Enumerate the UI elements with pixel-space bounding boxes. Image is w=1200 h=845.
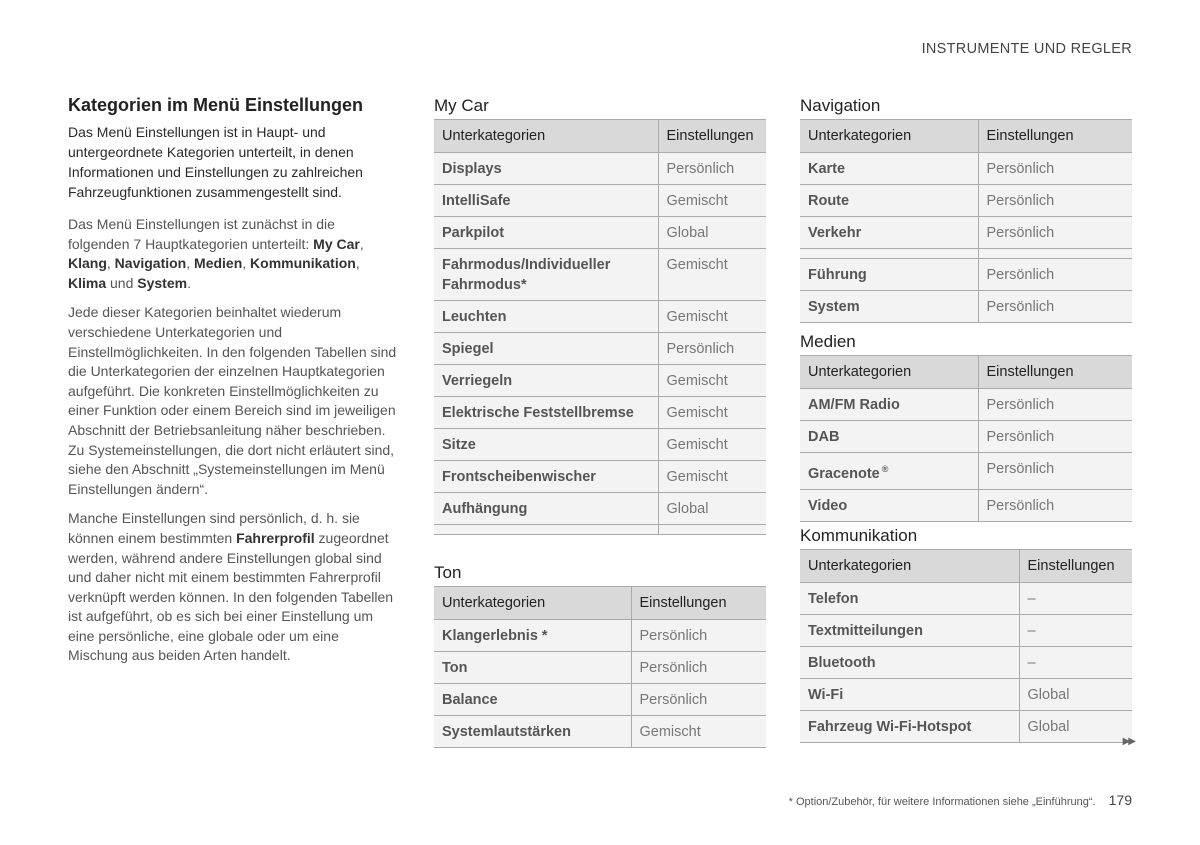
table-row	[800, 489, 1132, 521]
setting-cell: Persönlich	[978, 389, 1132, 421]
setting-cell: Global	[658, 493, 766, 525]
table-row	[434, 652, 766, 684]
subcategory-cell: Wi-Fi	[800, 679, 1019, 711]
subcategory-cell: Karte	[800, 153, 978, 185]
setting-cell: Gemischt	[658, 461, 766, 493]
setting-cell: Gemischt	[658, 429, 766, 461]
column-header-subcategory: Unterkategorien	[800, 120, 978, 153]
subcategory-cell: System	[800, 291, 978, 323]
table-row	[434, 620, 766, 652]
categories-paragraph: Das Menü Einstellungen ist zunächst in die folgenden 7 Hauptkategorien unterteilt: My Car, Klang, Navigation, Medien, Kommunikation, Klima und System.	[68, 216, 364, 291]
table-row	[434, 493, 766, 525]
subcategory-cell: Textmitteilungen	[800, 615, 1019, 647]
setting-cell: Persönlich	[978, 185, 1132, 217]
column-header-setting: Einstellungen	[631, 587, 766, 620]
continue-arrow-icon: ▶▶	[1122, 736, 1134, 747]
category-mycar: My Car	[313, 235, 360, 252]
subcategory-cell: Gracenote ®	[800, 453, 978, 490]
page-footer	[789, 792, 1132, 808]
setting-cell: Global	[658, 217, 766, 249]
subcategory-cell: Displays	[434, 153, 658, 185]
table-row	[800, 185, 1132, 217]
subcategory-cell: Ton	[434, 652, 631, 684]
column-header-setting: Einstellungen	[978, 120, 1132, 153]
kommunikation-table-title: Kommunikation	[800, 526, 918, 545]
subcategory-cell: Fahrzeug Wi-Fi-Hotspot	[800, 711, 1019, 743]
subcategory-cell: Leuchten	[434, 301, 658, 333]
setting-cell: Global	[1019, 679, 1132, 711]
subcategory-cell: Parkpilot	[434, 217, 658, 249]
setting-cell: Gemischt	[658, 301, 766, 333]
subcategory-cell: Systemlautstärken	[434, 716, 631, 748]
subcategory-cell: Frontscheibenwischer	[434, 461, 658, 493]
subcategory-cell: DAB	[800, 421, 978, 453]
table-row	[800, 679, 1132, 711]
subcategory-cell: Bluetooth	[800, 647, 1019, 679]
spacer-row	[434, 525, 766, 535]
subcategory-cell: Verriegeln	[434, 365, 658, 397]
subcategory-cell: Verkehr	[800, 217, 978, 249]
setting-cell: Persönlich	[978, 217, 1132, 249]
subcategory-cell: Telefon	[800, 583, 1019, 615]
fahrerprofil-term: Fahrerprofil	[236, 529, 315, 546]
subcategory-cell: Klangerlebnis *	[434, 620, 631, 652]
profile-paragraph: Manche Einstellungen sind persönlich, d. h. sie können einem bestimmten Fahrerprofil zugeordnet werden, während andere Einstellungen global sind und daher nicht mit einem bestimmten Fahrerprofil verknüpft werden können. In den folgenden Tabellen ist aufgeführt, ob es sich bei einer Einstellung um eine persönliche, eine globale oder um eine Mischung aus beiden Arten handelt.	[68, 510, 394, 664]
subcategory-cell: Sitze	[434, 429, 658, 461]
table-row	[434, 333, 766, 365]
setting-cell: Gemischt	[658, 365, 766, 397]
setting-cell: Persönlich	[978, 453, 1132, 490]
subcategory-cell: Route	[800, 185, 978, 217]
table-row	[800, 615, 1132, 647]
kommunikation-table	[800, 549, 1132, 743]
footnote-text: * Option/Zubehör, für weitere Informationen siehe „Einführung“.	[788, 796, 1096, 808]
table-row	[800, 153, 1132, 185]
table-row	[434, 301, 766, 333]
setting-cell: Gemischt	[658, 249, 766, 301]
table-row	[434, 365, 766, 397]
column-header-setting: Einstellungen	[978, 356, 1132, 389]
category-navigation: Navigation	[114, 255, 187, 272]
table-row	[434, 461, 766, 493]
setting-cell: Persönlich	[658, 333, 766, 365]
registered-mark: ®	[881, 464, 889, 474]
setting-cell: Persönlich	[978, 291, 1132, 323]
subcategory-cell: Führung	[800, 259, 978, 291]
table-row	[800, 421, 1132, 453]
column-header-subcategory: Unterkategorien	[434, 120, 658, 153]
column-header-subcategory: Unterkategorien	[434, 587, 631, 620]
section-title: INSTRUMENTE UND REGLER	[921, 41, 1132, 57]
table-row	[800, 711, 1132, 743]
subcategory-cell: Fahrmodus/Individueller Fahrmodus*	[434, 249, 658, 301]
table-row	[434, 217, 766, 249]
medien-table-block	[800, 331, 1132, 522]
subcategory-cell: Aufhängung	[434, 493, 658, 525]
setting-cell: Persönlich	[978, 259, 1132, 291]
table-row	[434, 716, 766, 748]
column-header-subcategory: Unterkategorien	[800, 550, 1019, 583]
category-kommunikation: Kommunikation	[250, 255, 356, 272]
category-system: System	[137, 274, 188, 291]
category-medien: Medien	[194, 255, 243, 272]
page-title: Kategorien im Menü Einstellungen	[68, 95, 364, 115]
subcategory-cell: Spiegel	[434, 333, 658, 365]
medien-table-title: Medien	[800, 332, 856, 351]
medien-table	[800, 355, 1132, 522]
category-klang: Klang	[68, 255, 107, 272]
table-row	[800, 217, 1132, 249]
table-row	[800, 453, 1132, 490]
table-row	[800, 389, 1132, 421]
kommunikation-table-block	[800, 525, 1132, 743]
navigation-table-block	[800, 95, 1132, 323]
mycar-table-title: My Car	[434, 96, 489, 115]
table-row	[800, 647, 1132, 679]
column-header-subcategory: Unterkategorien	[800, 356, 978, 389]
subcategory-cell: Video	[800, 489, 978, 521]
page-number: 179	[1108, 792, 1132, 808]
table-row	[434, 397, 766, 429]
setting-cell: –	[1019, 615, 1132, 647]
ton-table-title: Ton	[434, 563, 462, 582]
setting-cell: Gemischt	[658, 185, 766, 217]
left-text-column	[68, 95, 400, 676]
setting-cell: Global	[1019, 711, 1132, 743]
subcategory-cell: Elektrische Feststellbremse	[434, 397, 658, 429]
mycar-table-block	[434, 95, 766, 535]
table-row	[800, 259, 1132, 291]
intro-paragraph: Das Menü Einstellungen ist in Haupt- und untergeordnete Kategorien unterteilt, in denen Informationen und Einstellungen zu zahlreichen Fahrzeugfunktionen zusammengestellt sind.	[68, 124, 363, 200]
setting-cell: Persönlich	[631, 684, 766, 716]
table-row	[800, 291, 1132, 323]
setting-cell: Persönlich	[978, 421, 1132, 453]
setting-cell: Persönlich	[631, 652, 766, 684]
mycar-table	[434, 119, 766, 535]
subcategories-paragraph: Jede dieser Kategorien beinhaltet wiederum verschiedene Unterkategorien und Einstellmöglichkeiten. In den folgenden Tabellen sind die Unterkategorien der einzelnen Hauptkategorien aufgeführt. Die konkreten Einstellmöglichkeiten zu einer Funktion oder einem Bereich sind im jeweiligen Abschnitt der Betriebsanleitung näher beschrieben. Zu Systemeinstellungen, die dort nicht erläutert sind, siehe den Abschnitt „Systemeinstellungen im Menü Einstellungen ändern“.	[68, 304, 397, 497]
setting-cell: –	[1019, 583, 1132, 615]
setting-cell: –	[1019, 647, 1132, 679]
setting-cell: Persönlich	[978, 153, 1132, 185]
table-row	[434, 249, 766, 301]
setting-cell: Persönlich	[631, 620, 766, 652]
ton-table	[434, 586, 766, 748]
navigation-table	[800, 119, 1132, 323]
navigation-table-title: Navigation	[800, 96, 881, 115]
subcategory-cell: IntelliSafe	[434, 185, 658, 217]
table-row	[800, 583, 1132, 615]
column-header-setting: Einstellungen	[1019, 550, 1132, 583]
setting-cell: Gemischt	[658, 397, 766, 429]
subcategory-cell: AM/FM Radio	[800, 389, 978, 421]
table-row	[434, 429, 766, 461]
spacer-row	[800, 249, 1132, 259]
table-row	[434, 684, 766, 716]
subcategory-cell: Balance	[434, 684, 631, 716]
setting-cell: Persönlich	[658, 153, 766, 185]
setting-cell: Gemischt	[631, 716, 766, 748]
table-row	[434, 185, 766, 217]
ton-table-block	[434, 562, 766, 748]
category-klima: Klima	[68, 274, 107, 291]
table-row	[434, 153, 766, 185]
setting-cell: Persönlich	[978, 489, 1132, 521]
column-header-setting: Einstellungen	[658, 120, 766, 153]
